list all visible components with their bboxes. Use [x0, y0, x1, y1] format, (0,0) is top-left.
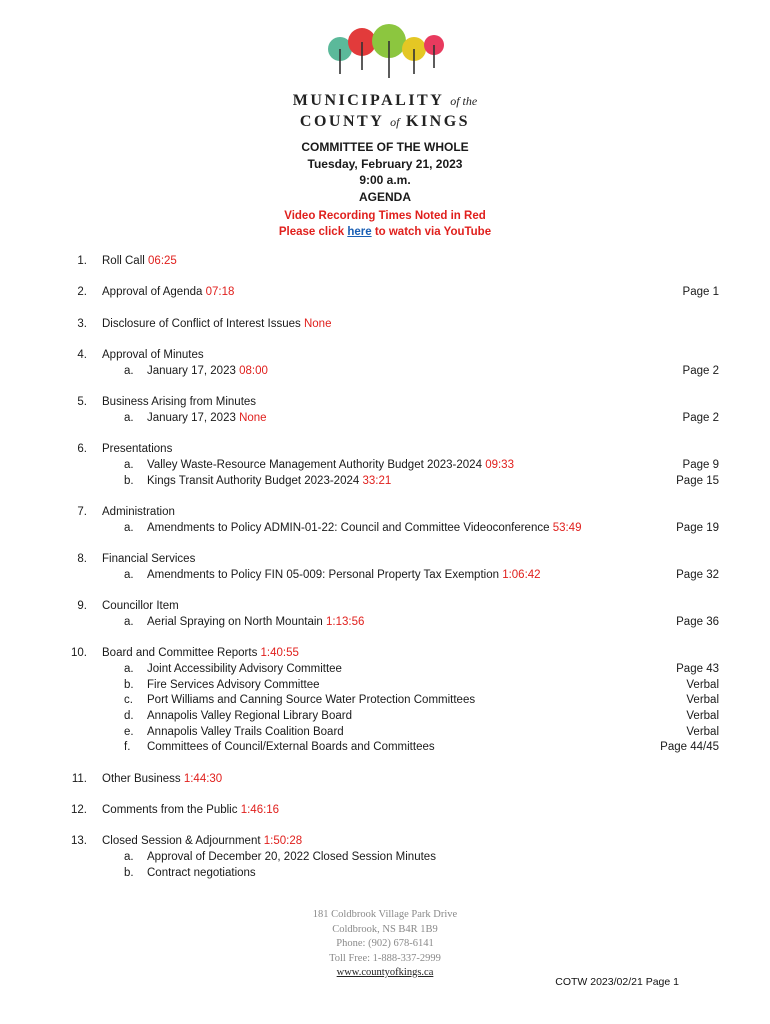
agenda-subitem: [0, 521, 770, 537]
agenda-subitem-text: Committees of Council/External Boards and Committees: [147, 741, 435, 754]
agenda-item: [0, 599, 770, 630]
agenda-subitem-letter: a.: [124, 615, 134, 628]
agenda-subitem-title: [147, 709, 352, 725]
agenda-item-line: [0, 599, 770, 615]
agenda-subitem-text: Joint Accessibility Advisory Committee: [147, 662, 342, 675]
agenda-page-ref: Verbal: [686, 725, 719, 738]
agenda-subitem-text: Annapolis Valley Trails Coalition Board: [147, 725, 344, 738]
agenda-subitem: [0, 693, 770, 709]
agenda-subitem-letter: a.: [124, 521, 134, 534]
video-timestamp: 06:25: [148, 255, 177, 267]
agenda-item-title: [102, 552, 195, 568]
agenda-item-title: [102, 834, 302, 850]
agenda-page-ref: Page 19: [676, 521, 719, 534]
agenda-page-ref: Page 2: [682, 411, 719, 424]
agenda-item-title-text: Other Business: [102, 772, 181, 785]
agenda-item-title: [102, 772, 222, 788]
agenda-subitem: [0, 850, 770, 866]
video-note-block: [0, 208, 770, 240]
video-timestamp: None: [239, 411, 267, 424]
agenda-page-ref: Page 43: [676, 662, 719, 675]
page-reference: COTW 2023/02/21 Page 1: [555, 976, 679, 988]
agenda-item: [0, 442, 770, 489]
agenda-item: [0, 395, 770, 426]
footer-phone: Phone: (902) 678-6141: [336, 938, 434, 949]
agenda-subitem-letter: a.: [124, 411, 134, 424]
agenda-item-line: [0, 646, 770, 662]
video-timestamp: 1:13:56: [326, 615, 365, 628]
logo-wordmark-line2: [0, 113, 770, 131]
meeting-header: [0, 139, 770, 205]
agenda-subitem-letter: f.: [124, 741, 131, 754]
agenda-subitem-letter: a.: [124, 851, 134, 864]
youtube-instruction: [0, 224, 770, 240]
video-timestamp: 1:06:42: [502, 568, 541, 581]
committee-title: COMMITTEE OF THE WHOLE: [301, 140, 469, 154]
video-timestamp: 1:40:55: [260, 647, 299, 660]
agenda-item-title-text: Administration: [102, 506, 175, 518]
agenda-item-title: [102, 442, 172, 458]
agenda-page-ref: Page 2: [682, 364, 719, 377]
agenda-item-title-text: Presentations: [102, 443, 173, 456]
agenda-subitem-title: [147, 411, 267, 427]
agenda-item-line: [0, 803, 770, 819]
agenda-item-title: [102, 505, 175, 521]
video-timestamp: 07:18: [205, 286, 235, 299]
agenda-item: [0, 646, 770, 756]
agenda-item-title-text: Approval of Agenda: [102, 286, 203, 299]
agenda-subitem-text: Fire Services Advisory Committee: [147, 678, 320, 691]
agenda-subitem-title: [147, 458, 514, 474]
youtube-link[interactable]: here: [347, 226, 372, 238]
footer-address: 181 Coldbrook Village Park Drive: [312, 909, 458, 920]
agenda-item-line: [0, 772, 770, 788]
agenda-subitem-title: [147, 866, 256, 882]
agenda-subitem: [0, 725, 770, 741]
agenda-subitem-title: [147, 568, 541, 584]
video-note: Video Recording Times Noted in Red: [284, 210, 486, 222]
agenda-item: [0, 254, 770, 270]
agenda-subitem-text: Annapolis Valley Regional Library Board: [147, 709, 352, 722]
agenda-item-line: [0, 505, 770, 521]
agenda-page-ref: Page 36: [676, 615, 719, 628]
agenda-item-title-text: Business Arising from Minutes: [102, 396, 257, 409]
agenda-item: [0, 834, 770, 881]
agenda-item-number: 7.: [77, 506, 87, 518]
agenda-item-number: 13.: [71, 835, 87, 848]
agenda-page-ref: Page 9: [682, 458, 719, 471]
wordmark-kings: KINGS: [406, 113, 471, 130]
agenda-subitem-text: Aerial Spraying on North Mountain: [147, 615, 323, 628]
agenda-subitem-letter: a.: [124, 364, 134, 377]
agenda-subitem-letter: d.: [124, 709, 134, 722]
agenda-page-ref: Page 32: [676, 568, 719, 581]
agenda-item: [0, 348, 770, 379]
logo-wordmark-line1: [0, 92, 770, 110]
agenda-item-title: [102, 803, 279, 819]
agenda-subitem: [0, 866, 770, 882]
agenda-item-title-text: Board and Committee Reports: [102, 647, 258, 660]
agenda-subitem-title: [147, 615, 364, 631]
video-timestamp: 53:49: [552, 521, 582, 534]
wordmark-of-the: of the: [450, 94, 478, 108]
agenda-item-number: 6.: [77, 443, 87, 456]
agenda-item-number: 8.: [77, 553, 87, 566]
agenda-subitem-text: January 17, 2023: [147, 364, 236, 377]
agenda-subitem: [0, 709, 770, 725]
agenda-subitem-letter: b.: [124, 866, 134, 879]
agenda-item-number: 2.: [77, 286, 87, 299]
video-timestamp: 33:21: [362, 474, 392, 487]
footer-tollfree: Toll Free: 1-888-337-2999: [329, 952, 441, 964]
agenda-page-ref: Verbal: [686, 694, 719, 707]
agenda-page-ref: Page 44/45: [660, 741, 719, 754]
agenda-subitem-text: Kings Transit Authority Budget 2023-2024: [147, 474, 360, 487]
agenda-item-number: 10.: [71, 647, 87, 660]
agenda-subitem-letter: a.: [124, 458, 134, 471]
agenda-subitem-text: Contract negotiations: [147, 866, 256, 879]
agenda-subitem: [0, 411, 770, 427]
agenda-item-title: [102, 285, 234, 301]
agenda-subitem-letter: b.: [124, 678, 134, 691]
agenda-subitem-text: Amendments to Policy FIN 05-009: Personal Property Tax Exemption: [147, 568, 499, 581]
agenda-item-title: [102, 254, 177, 270]
agenda-subitem-text: Approval of December 20, 2022 Closed Session Minutes: [147, 851, 436, 864]
agenda-subitem-title: [147, 662, 342, 678]
agenda-item-title-text: Councillor Item: [102, 600, 179, 613]
agenda-item-line: [0, 442, 770, 458]
agenda-item-title: [102, 395, 256, 411]
agenda-subitem: [0, 740, 770, 756]
agenda-item-line: [0, 552, 770, 568]
logo-tree-yellow: [402, 37, 426, 74]
agenda-page-ref: Page 15: [676, 474, 719, 487]
click-suffix: to watch via YouTube: [374, 226, 492, 238]
logo-tree-green: [372, 24, 406, 78]
agenda-item-number: 5.: [77, 396, 87, 409]
agenda-item-title: [102, 317, 331, 333]
agenda-subitem-letter: e.: [124, 725, 134, 738]
agenda-item-number: 4.: [77, 349, 87, 362]
agenda-item-title-text: Comments from the Public: [102, 804, 238, 817]
agenda-item-line: [0, 834, 770, 850]
agenda-subitem-letter: a.: [124, 568, 134, 581]
logo-tree-pink: [424, 35, 444, 68]
agenda-item: [0, 803, 770, 819]
agenda-subitem: [0, 458, 770, 474]
agenda-page-ref: Verbal: [686, 678, 719, 691]
agenda-item-line: [0, 285, 770, 301]
agenda-item-number: 1.: [77, 255, 87, 267]
video-timestamp: 1:50:28: [263, 835, 303, 848]
agenda-subitem-title: [147, 521, 581, 537]
agenda-item: [0, 285, 770, 301]
agenda-item: [0, 505, 770, 536]
agenda-subitem-letter: a.: [124, 662, 134, 675]
agenda-subitem-title: [147, 474, 391, 490]
agenda-subitem-title: [147, 678, 320, 694]
agenda-subitem-title: [147, 364, 268, 380]
click-prefix: Please click: [278, 226, 345, 238]
agenda-item-line: [0, 317, 770, 333]
agenda-item: [0, 772, 770, 788]
agenda-subitem-title: [147, 725, 344, 741]
agenda-subitem-letter: b.: [124, 474, 134, 487]
footer-city: Coldbrook, NS B4R 1B9: [332, 923, 438, 935]
agenda-subitem: [0, 364, 770, 380]
agenda-item-line: [0, 254, 770, 270]
agenda-item: [0, 317, 770, 333]
agenda-subitem-title: [147, 740, 435, 756]
agenda-item-number: 11.: [71, 772, 87, 785]
agenda-item-title-text: Financial Services: [102, 553, 196, 566]
video-timestamp: 1:46:16: [240, 804, 280, 817]
agenda-item-title: [102, 348, 204, 364]
video-timestamp: 1:44:30: [183, 772, 223, 785]
agenda-subitem-letter: c.: [124, 694, 133, 707]
footer-address-block: [0, 908, 770, 981]
agenda-subitem-title: [147, 693, 475, 709]
agenda-list: [0, 254, 770, 897]
agenda-item-title-text: Approval of Minutes: [102, 349, 204, 362]
agenda-subitem: [0, 474, 770, 490]
video-timestamp: None: [303, 317, 332, 330]
agenda-page-ref: Verbal: [686, 709, 719, 722]
logo-tree-red: [348, 28, 376, 70]
agenda-item-number: 9.: [77, 600, 87, 613]
meeting-date: Tuesday, February 21, 2023: [307, 156, 463, 171]
video-timestamp: 09:33: [485, 458, 514, 471]
agenda-subitem-text: Amendments to Policy ADMIN-01-22: Council and Committee Videoconference: [147, 521, 550, 534]
wordmark-municipality: MUNICIPALITY: [292, 92, 444, 109]
footer-website-link[interactable]: www.countyofkings.ca: [336, 967, 434, 978]
municipality-logo: [325, 22, 449, 84]
agenda-item-number: 12.: [71, 804, 87, 817]
agenda-item-line: [0, 395, 770, 411]
agenda-item-title-text: Closed Session & Adjournment: [102, 835, 261, 848]
agenda-item-line: [0, 348, 770, 364]
wordmark-county: COUNTY: [299, 113, 384, 130]
agenda-item-title: [102, 646, 299, 662]
agenda-subitem-text: January 17, 2023: [147, 411, 236, 424]
wordmark-of: of: [390, 115, 400, 129]
agenda-subitem: [0, 615, 770, 631]
agenda-item-number: 3.: [77, 317, 87, 330]
agenda-subitem-text: Valley Waste-Resource Management Authority Budget 2023-2024: [147, 458, 482, 471]
agenda-subitem: [0, 662, 770, 678]
agenda-item: [0, 552, 770, 583]
agenda-subitem: [0, 678, 770, 694]
agenda-item-title-text: Disclosure of Conflict of Interest Issues: [102, 317, 301, 330]
agenda-subitem-title: [147, 850, 436, 866]
agenda-page-ref: Page 1: [682, 286, 719, 299]
agenda-subitem: [0, 568, 770, 584]
agenda-subitem-text: Port Williams and Canning Source Water Protection Committees: [147, 694, 476, 707]
video-timestamp: 08:00: [239, 364, 268, 377]
agenda-item-title: [102, 599, 179, 615]
document-type: AGENDA: [358, 189, 411, 204]
agenda-item-title-text: Roll Call: [102, 255, 145, 267]
meeting-time: 9:00 a.m.: [359, 173, 411, 187]
